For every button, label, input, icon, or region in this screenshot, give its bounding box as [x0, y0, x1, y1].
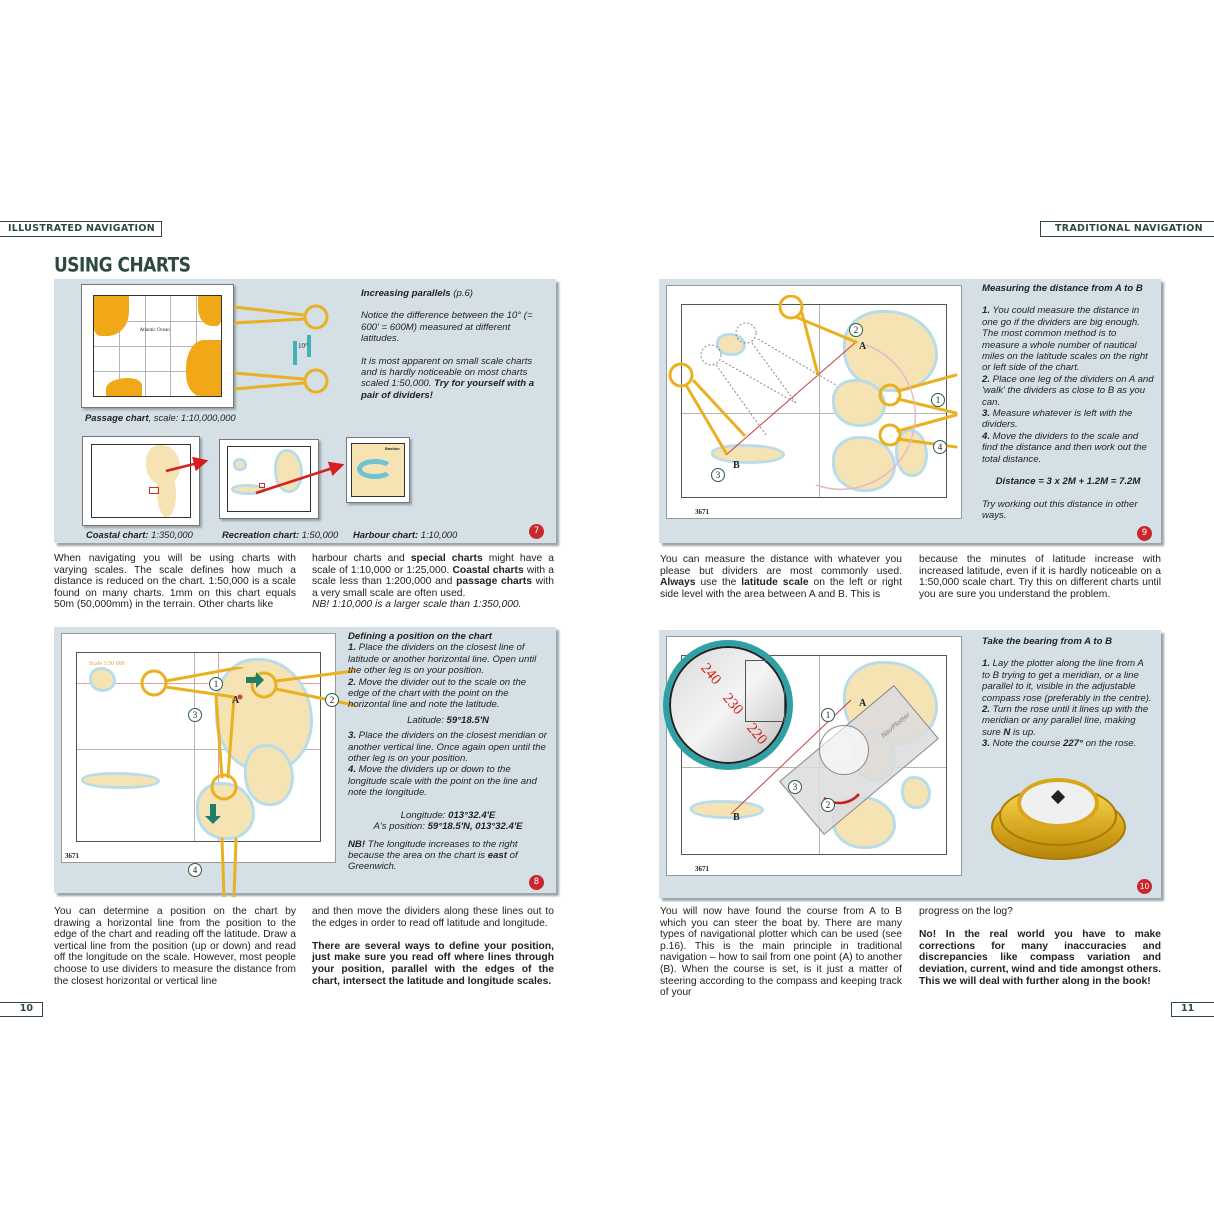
figure-badge-7: 7	[529, 524, 544, 539]
coastal-chart-caption: Coastal chart: 1:350,000	[86, 529, 193, 540]
step-marker-4: 4	[188, 863, 202, 877]
panel-take-bearing	[659, 630, 1161, 898]
passage-chart-image	[81, 284, 234, 408]
step-marker-4: 4	[933, 440, 947, 454]
step-marker-2: 2	[849, 323, 863, 337]
step-marker-1: 1	[209, 677, 223, 691]
point-a-label: A	[859, 698, 867, 709]
point-b-label: B	[733, 812, 740, 823]
point-b-label: B	[733, 460, 740, 471]
panel-increasing-parallels	[54, 279, 556, 543]
take-bearing-text: Take the bearing from A to B 1. Lay the plotter along the line from A to B trying to get a meridian, or a line parallel to it, visible in the adjustable compass rose (preferably in the centre). 2. Turn the rose until it lines up with the meridian or any parallel line, making sure N is up. 3. Note the course 227° on the rose.	[982, 636, 1152, 750]
step-marker-1: 1	[821, 708, 835, 722]
passage-chart-caption: Passage chart, scale: 1:10,000,000	[85, 412, 236, 423]
point-a-label: A	[232, 695, 240, 706]
harbour-chart-caption: Harbour chart: 1:10,000	[353, 529, 458, 540]
walking-dividers-illustration	[666, 295, 966, 495]
defining-position-text: Defining a position on the chart 1. Place the dividers on the closest line of latitude or another horizontal line. Open until the other leg is on your position. 2. Move the divider out to the scale on the edge of the chart with the point on the horizontal line and note the latitude. Latitude: 59°18.5'N 3. Place the dividers on the closest meridian or another vertical line. Once again open until the other leg is on your position. 4. Move the dividers up or down to the longitude scale with the point on the line and note the longitude. Longitude: 013°32.4'E A's position: 59°18.5'N, 013°32.4'E NB! The longitude increases to the right because the area on the chart is east of Greenwich.	[348, 631, 547, 873]
right-running-head: TRADITIONAL NAVIGATION	[1040, 221, 1214, 237]
increasing-parallels-text: Increasing parallels (p.6) Notice the difference between the 10° (= 600' = 600M) measured at different latitudes. It is most apparent on small scale charts and is hardly noticeable on most charts scaled 1:50,000. Try for yourself with a pair of dividers!	[361, 288, 535, 401]
chart-number: 3671	[695, 865, 709, 873]
magnifier-tick-220: 220	[743, 720, 770, 748]
figure-badge-10: 10	[1137, 879, 1152, 894]
step-marker-2: 2	[325, 693, 339, 707]
ten-degree-label: 10°	[298, 342, 308, 350]
body-text-scales-col2: harbour charts and special charts might have a scale of 1:10,000 or 1:25,000. Coastal charts with a scale less than 1:200,000 and passage charts with a very small scale are often used. NB! 1:10,000 is a larger scale than 1:350,000.	[312, 553, 555, 611]
chart-number: 3671	[65, 852, 79, 860]
panel-defining-position	[54, 627, 556, 893]
section-title: USING CHARTS	[54, 254, 191, 277]
body-text-distance-col1: You can measure the distance with whatever you please but dividers are most commonly used. Always use the latitude scale on the left or right side level with the area between A and B. This is	[660, 554, 902, 600]
zoom-arrows	[154, 449, 354, 509]
dividers-illustration	[234, 299, 344, 399]
africa-landmass	[186, 340, 222, 396]
page-number-right: 11	[1171, 1002, 1214, 1017]
body-text-position-col2: and then move the dividers along these lines out to the edges in order to read off latitude and longitude. There are several ways to define your position, just make sure you read off where lines through your position, parallel with the edges of the chart, intersect the latitude and longitude scales.	[312, 906, 554, 987]
body-text-bearing-col1: You will now have found the course from A to B which you can steer the boat by. There are many types of navigational plotter which can be used (see p.16). This is the main principle in traditional navigation – how to sail from one point (A) to another (B). When the course is set, is it just a matter of steering according to the compass and keeping track of your	[660, 906, 902, 999]
step-marker-2: 2	[821, 798, 835, 812]
compass-illustration	[991, 776, 1126, 868]
scale-label: Scale 1:50 000	[89, 661, 125, 667]
step-marker-3: 3	[788, 780, 802, 794]
step-marker-3: 3	[188, 708, 202, 722]
recreation-chart-caption: Recreation chart: 1:50,000	[222, 529, 339, 540]
page-number-left: 10	[0, 1002, 43, 1017]
chart-number: 3671	[695, 508, 709, 516]
step-marker-1: 1	[931, 393, 945, 407]
body-text-position-col1: You can determine a position on the chart by drawing a horizontal line from the position to the edge of the chart and reading off the latitude. Draw a vertical line from the position (up or down) and read off the longitude on the scale. However, most people choose to use dividers to measure the distance from the closest horizontal or vertical line	[54, 906, 296, 987]
south-america-landmass	[106, 378, 142, 396]
atlantic-ocean-label: Atlantic Ocean	[139, 327, 170, 333]
body-text-distance-col2: because the minutes of latitude increase with increased latitude, even if it is hardly noticeable on a 1:50,000 scale chart. Try this on different charts until you are sure you understand the problem.	[919, 554, 1161, 600]
magnifier-tick-230: 230	[719, 690, 746, 718]
measuring-distance-text: Measuring the distance from A to B 1. You could measure the distance in one go if the dividers are big enough. The most common method is to measure a whole number of nautical miles on the latitude scales on the right or left side of the chart. 2. Place one leg of the dividers on A and 'walk' the dividers as close to B as you can. 3. Measure whatever is left with the dividers. 4. Move the dividers to the scale and find the distance and then work out the total distance. Distance = 3 x 2M + 1.2M = 7.2M Try working out this distance in other ways.	[982, 283, 1154, 521]
panel-measuring-distance	[659, 279, 1161, 543]
figure-badge-8: 8	[529, 875, 544, 890]
plotter-brand-label: NavPlotter	[880, 711, 912, 740]
north-america-landmass	[94, 296, 130, 336]
figure-badge-9: 9	[1137, 526, 1152, 541]
europe-landmass	[198, 296, 221, 326]
point-a-label: A	[859, 341, 867, 352]
harbour-label: Bastion	[385, 446, 400, 452]
harbour-chart-image	[346, 437, 410, 503]
magnifier-tick-240: 240	[697, 660, 724, 688]
step-marker-3: 3	[711, 468, 725, 482]
body-text-scales-col1: When navigating you will be using charts with varying scales. The scale defines how much a distance is reduced on the chart. 1:50,000 is a scale found on many charts. 1mm on this chart equals 50m (50,000mm) in the terrain. Other charts like	[54, 553, 296, 611]
left-running-head: ILLUSTRATED NAVIGATION	[0, 221, 162, 237]
body-text-bearing-col2: progress on the log? No! In the real world you have to make corrections for many inaccuracies and discrepancies like compass variation and deviation, current, wind and tide amongst others. This we will deal with further along in the book!	[919, 906, 1161, 987]
magnifier-callout	[663, 640, 793, 770]
